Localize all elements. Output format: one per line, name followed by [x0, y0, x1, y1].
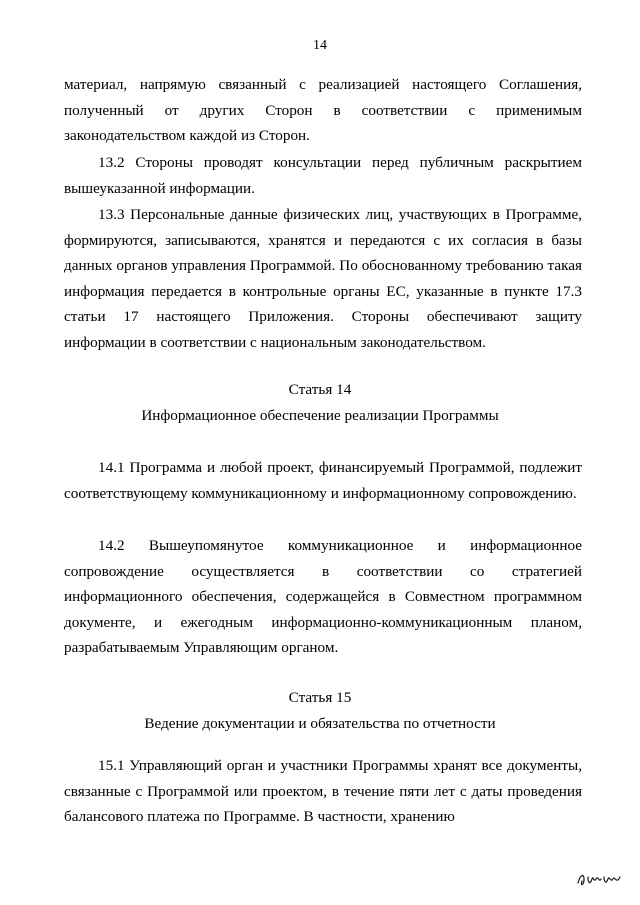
paragraph-13-2: 13.2 Стороны проводят консультации перед публичным раскрытием вышеуказанной информации.: [64, 154, 582, 197]
article-15-title: Ведение документации и обязательства по отчетности: [144, 715, 496, 732]
article-15-number: Статья 15: [288, 689, 352, 706]
paragraph-15-1: 15.1 Управляющий орган и участники Программы хранят все документы, связанные с Программой или проектом, в течение пяти лет с даты проведения балансового платежа по Программе. В частности, хранению: [64, 757, 582, 826]
paragraph-13-3: 13.3 Персональные данные физических лиц, участвующих в Программе, формируются, записываются, хранятся и передаются с их согласия в базы данных органов управления Программой. По обоснованному требованию такая информация передается в контрольные органы ЕС, указанные в пункте 17.3 статьи 17 настоящего Приложения. Стороны обеспечивают защиту информации в соответствии с национальным законодательством.: [64, 206, 582, 351]
article-14-title: Информационное обеспечение реализации Программы: [141, 407, 499, 424]
paragraph-14-2: 14.2 Вышеупомянутое коммуникационное и информационное сопровождение осуществляется в соответствии со стратегией информационного обеспечения, содержащейся в Совместном программном документе, и ежегодным информационно-коммуникационным планом, разрабатываемым Управляющим органом.: [64, 537, 582, 657]
handwritten-initials: [574, 865, 626, 891]
paragraph-continuation: материал, напрямую связанный с реализацией настоящего Соглашения, полученный от других Сторон в соответствии с применимым законодательством каждой из Сторон.: [64, 76, 582, 145]
page-number: 14: [313, 38, 327, 53]
article-14-number: Статья 14: [288, 381, 352, 398]
paragraph-14-1: 14.1 Программа и любой проект, финансируемый Программой, подлежит соответствующему коммуникационному и информационному сопровождению.: [64, 459, 582, 502]
